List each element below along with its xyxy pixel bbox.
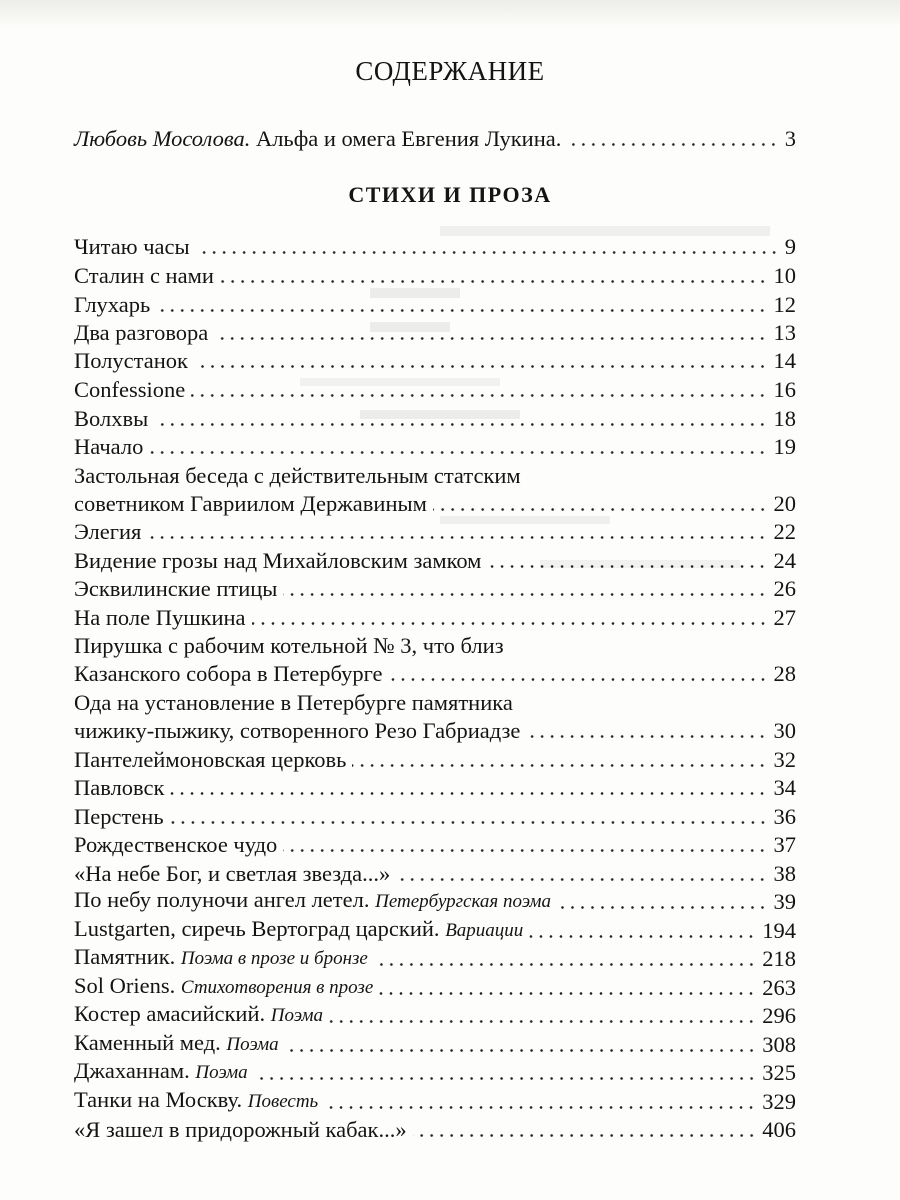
dot-leader [567,142,778,147]
toc-entry-genre: Повесть [247,1091,319,1112]
section-title: СТИХИ И ПРОЗА [348,182,552,207]
toc-entry-genre: Петербургская поэма [375,891,552,912]
dot-leader [389,677,768,682]
toc-entry-title: «Я зашел в придорожный кабак...» [74,1117,407,1142]
toc-entry-title: Казанского собора в Петербурге [74,661,383,686]
toc-entry-title-line1: Застольная беседа с действительным статским [74,463,521,488]
dot-leader [413,1133,757,1138]
toc-entry-title [74,1057,248,1087]
dot-leader [526,734,767,739]
toc-entry [74,291,796,319]
dot-leader [329,1019,756,1024]
dot-leader [220,279,768,284]
toc-entry-genre: Поэма [226,1034,279,1055]
toc-entry [74,1116,796,1144]
toc-entry-title [74,1000,323,1030]
toc-entry [74,233,796,261]
toc-entry-title [74,943,368,973]
toc-entry-title: Волхвы [74,406,149,431]
toc-page-number: 406 [762,1117,796,1142]
toc-page-number: 30 [773,718,796,743]
toc-page-number: 26 [773,576,796,601]
toc-entry-title: Два разговора [74,320,209,345]
toc-entry [74,1031,796,1059]
toc-entry-title-line1: Ода на установление в Петербурге памятника [74,690,513,715]
toc-entry-title: Элегия [74,519,142,544]
toc-page-number: 19 [773,434,796,459]
toc-entry [74,974,796,1002]
toc-entry-name: Танки на Москву. [74,1087,243,1112]
dot-leader [191,393,767,398]
toc-entry [74,860,796,888]
dot-leader [170,791,767,796]
toc-entry [74,347,796,375]
toc-entry-genre: Поэма [270,1005,324,1026]
toc-page-number: 263 [762,975,796,1000]
toc-entry [74,547,796,575]
toc-entry-title: Полустанок [74,348,188,373]
toc-page-number: 37 [773,832,796,857]
toc-entry [74,1088,796,1116]
toc-entry-name: По небу полуночи ангел летел. [74,887,370,912]
toc-page-number: 36 [773,804,796,829]
intro-author: Любовь Мосолова. [74,126,251,151]
toc-entry-title: Confessione [74,377,186,402]
dot-leader [156,308,767,313]
dot-leader [487,564,767,569]
dot-leader [170,820,768,825]
intro-title: Альфа и омега Евгения Лукина. [255,126,562,151]
dot-leader [529,934,756,939]
dot-leader [283,592,767,597]
toc-page-number: 9 [784,234,796,259]
dot-leader [285,1048,757,1053]
toc-page-number: 32 [773,747,796,772]
dot-leader [374,962,756,967]
toc-entry [74,319,796,347]
toc-entry-name: Каменный мед. [74,1030,221,1055]
toc-entry [74,604,796,632]
toc-entry [74,746,796,774]
toc-entry [74,575,796,603]
toc-entry-title: Сталин с нами [74,263,214,288]
dot-leader [214,336,767,341]
toc-entry-title: Рождественское чудо [74,832,278,857]
toc-entry [74,774,796,802]
toc-entry-title: «На небе Бог, и светлая звезда...» [74,861,391,886]
toc-page-number: 34 [773,775,796,800]
toc-entry [74,433,796,461]
dot-leader [254,1076,757,1081]
toc-entry-title: На поле Пушкина [74,605,246,630]
toc-entry-title: Перстень [74,804,164,829]
toc-page-number: 3 [784,126,796,151]
toc-entry [74,376,796,404]
toc-entry-genre: Вариации [445,920,524,941]
toc-entry [74,717,796,745]
toc-entry-genre: Поэма в прозе и бронзе [180,948,368,969]
toc-entry-genre: Стихотворения в прозе [180,977,374,998]
dot-leader [154,422,767,427]
dot-leader [379,991,756,996]
toc-page-number: 22 [773,519,796,544]
toc-entry-title [74,972,373,1002]
toc-entry [74,405,796,433]
toc-entry-name: Lustgarten, сиречь Вертоград царский. [74,916,440,941]
toc-page-number: 296 [762,1003,796,1028]
toc-page-number: 13 [773,320,796,345]
toc-page-number: 218 [762,946,796,971]
toc-page-number: 325 [762,1060,796,1085]
toc-entry-title [74,125,561,153]
toc-entry-genre: Поэма [195,1062,248,1083]
toc-entry-title: Начало [74,434,144,459]
toc-page-number: 38 [773,861,796,886]
toc-entry [74,1002,796,1030]
toc-page-number: 16 [773,377,796,402]
toc-entry-title-line1: Пирушка с рабочим котельной № 3, что близ [74,633,504,658]
toc-entry [74,262,796,290]
dot-leader [194,364,768,369]
toc-page-number: 14 [773,348,796,373]
page-title: СОДЕРЖАНИЕ [355,56,545,86]
toc-page-number: 12 [773,292,796,317]
toc-entry [74,1059,796,1087]
toc-entry-title: Эсквилинские птицы [74,576,278,601]
dot-leader [324,1105,756,1110]
toc-entry-intro [74,125,796,153]
toc-entry [74,917,796,945]
toc-page-number: 329 [762,1089,796,1114]
dot-leader [147,535,767,540]
toc-entry-name: Джаханнам. [74,1058,190,1083]
page-edge-shadow [0,0,900,28]
toc-entry-title [74,886,551,916]
toc-page-number: 18 [773,406,796,431]
toc-entry-title: Видение грозы над Михайловским замком [74,548,482,573]
toc-page-number: 194 [762,918,796,943]
dot-leader [396,877,767,882]
toc-entry-name: Памятник. [74,944,176,969]
toc-page-number: 308 [762,1032,796,1057]
toc-page-number: 24 [773,548,796,573]
toc-entry-title: Павловск [74,775,165,800]
dot-leader [252,621,768,626]
dot-leader [149,450,767,455]
toc-page-number: 10 [773,263,796,288]
toc-entry [74,518,796,546]
toc-entry [74,660,796,688]
dot-leader [283,848,767,853]
toc-entry-name: Sol Oriens. [74,973,176,998]
toc-entry-title: советником Гавриилом Державиным [74,491,427,516]
toc-entry [74,888,796,916]
toc-page-number: 39 [773,889,796,914]
toc-entry-title [74,915,523,945]
toc-page-number: 20 [773,491,796,516]
toc-entry-title: чижику-пыжику, сотворенного Резо Габриадзе [74,718,521,743]
dot-leader [196,250,779,255]
dot-leader [433,507,768,512]
dot-leader [557,905,767,910]
toc-entry-title: Глухарь [74,292,151,317]
toc-entry [74,831,796,859]
toc-page-number: 28 [773,661,796,686]
toc-entry-title: Читаю часы [74,234,190,259]
toc-entry-name: Костер амасийский. [74,1001,266,1026]
toc-entry [74,945,796,973]
toc-page-number: 27 [773,605,796,630]
toc-entry-title [74,1029,279,1059]
dot-leader [352,763,767,768]
toc-entry [74,490,796,518]
toc-entry [74,803,796,831]
toc-entry-title: Пантелеймоновская церковь [74,747,347,772]
toc-entry-title [74,1086,318,1116]
